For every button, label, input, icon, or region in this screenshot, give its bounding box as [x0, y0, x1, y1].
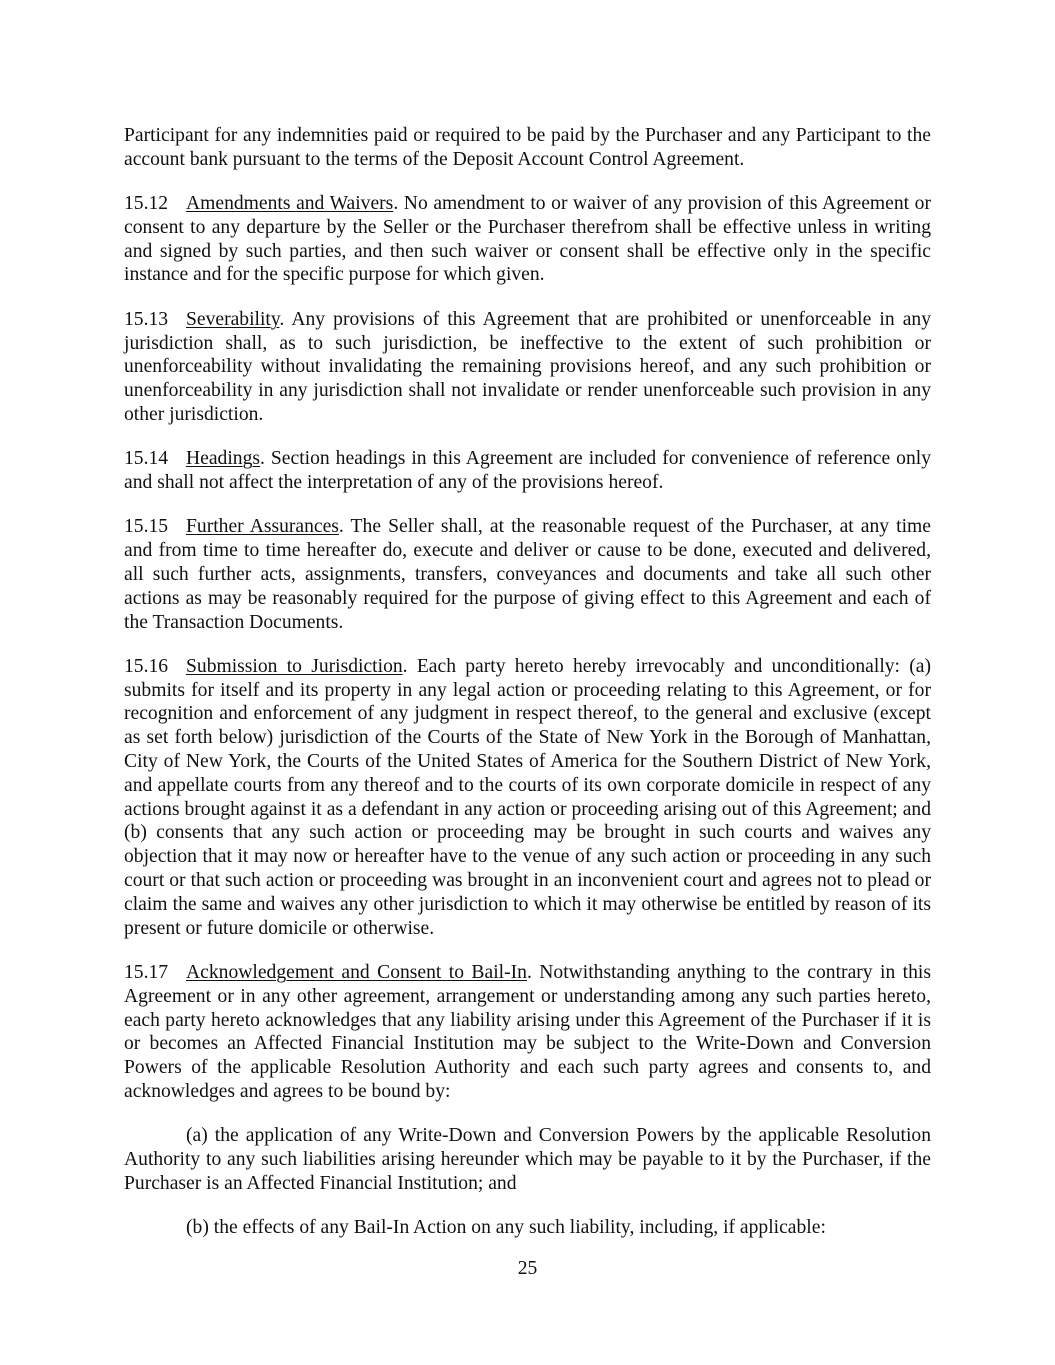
section-body: . Notwithstanding anything to the contrary in this Agreement or in any other agreement, arrangement or understanding among any such parties hereto, each party hereto acknowledges that any liability arising under this Agreement of the Purchaser if it is or becomes an Affected Financial Institution may be subject to the Write-Down and Conversion Powers of the applicable Resolution Authority and each such party agrees and consents to, and acknowledges and agrees to be bound by:: [124, 961, 931, 1102]
section-body: . Section headings in this Agreement are included for convenience of reference only and shall not affect the interpretation of any of the provisions hereof.: [124, 448, 931, 494]
section-heading-further-assurances[interactable]: Further Assurances: [186, 516, 339, 538]
section-15-17: [124, 961, 931, 1104]
section-heading-severability[interactable]: Severability: [186, 308, 280, 330]
section-body: . The Seller shall, at the reasonable request of the Purchaser, at any time and from time to time hereafter do, execute and deliver or cause to be done, executed and delivered, all such further acts, assignments, transfers, conveyances and documents and take all such other actions as may be reasonably required for the purpose of giving effect to this Agreement and each of the Transaction Documents.: [124, 516, 931, 633]
section-15-12: [124, 192, 931, 287]
section-15-13: [124, 308, 931, 427]
continuation-text: Participant for any indemnities paid or required to be paid by the Purchaser and any Participant to the account bank pursuant to the terms of the Deposit Account Control Agreement.: [124, 125, 931, 170]
section-body: . No amendment to or waiver of any provision of this Agreement or consent to any departure by the Seller or the Purchaser therefrom shall be effective unless in writing and signed by such parties, and then such waiver or consent shall be effective only in the specific instance and for the specific purpose for which given.: [124, 193, 932, 286]
section-heading-submission-to-jurisdiction[interactable]: Submission to Jurisdiction: [186, 655, 403, 677]
section-15-16: [124, 655, 931, 941]
subclause-b: [124, 1216, 931, 1240]
section-body: . Each party hereto hereby irrevocably and unconditionally: (a) submits for itself and its property in any legal action or proceeding relating to this Agreement, or for recognition and enforcement of any judgment in respect thereof, to the general and exclusive (except as set forth below) jurisdiction of the Courts of the State of New York in the Borough of Manhattan, City of New York, the Courts of the United States of America for the Southern District of New York, and appellate courts from any thereof and to the courts of its own corporate domicile in respect of any actions brought against it as a defendant in any action or proceeding arising out of this Agreement; and (b) consents that any such action or proceeding may be brought in such courts and waives any objection that it may now or hereafter have to the venue of any such action or proceeding in any such court or that such action or proceeding was brought in an inconvenient court and agrees not to plead or claim the same and waives any other jurisdiction to which it may otherwise be entitled by reason of its present or future domicile or otherwise.: [124, 655, 932, 939]
section-15-15: [124, 515, 931, 634]
section-number: 15.12: [124, 193, 169, 215]
subclause-text: (a) the application of any Write-Down and Conversion Powers by the applicable Resolution Authority to any such liabilities arising hereunder which may be payable to it by the Purchaser, if the Purchaser is an Affected Financial Institution; and: [124, 1125, 931, 1194]
subclause-a: [124, 1124, 931, 1195]
subclause-text: (b) the effects of any Bail-In Action on any such liability, including, if applicable:: [186, 1217, 826, 1239]
section-number: 15.16: [124, 655, 169, 677]
section-number: 15.14: [124, 448, 169, 470]
section-number: 15.15: [124, 516, 169, 538]
section-number: 15.17: [124, 961, 169, 983]
section-heading-headings[interactable]: Headings: [186, 448, 261, 470]
page-number: 25: [517, 1258, 538, 1279]
section-body: . Any provisions of this Agreement that are prohibited or unenforceable in any jurisdiction shall, as to such jurisdiction, be ineffective to the extent of such prohibition or unenforceability without invalidating the remaining provisions hereof, and any such prohibition or unenforceability in any jurisdiction shall not invalidate or render unenforceable such provision in any other jurisdiction.: [124, 308, 931, 425]
section-heading-amendments-and-waivers[interactable]: Amendments and Waivers: [186, 193, 394, 215]
section-number: 15.13: [124, 308, 169, 330]
section-15-14: [124, 447, 931, 495]
section-heading-bail-in[interactable]: Acknowledgement and Consent to Bail-In: [186, 961, 527, 983]
continuation-paragraph: [124, 124, 931, 172]
document-page: [124, 124, 931, 1260]
